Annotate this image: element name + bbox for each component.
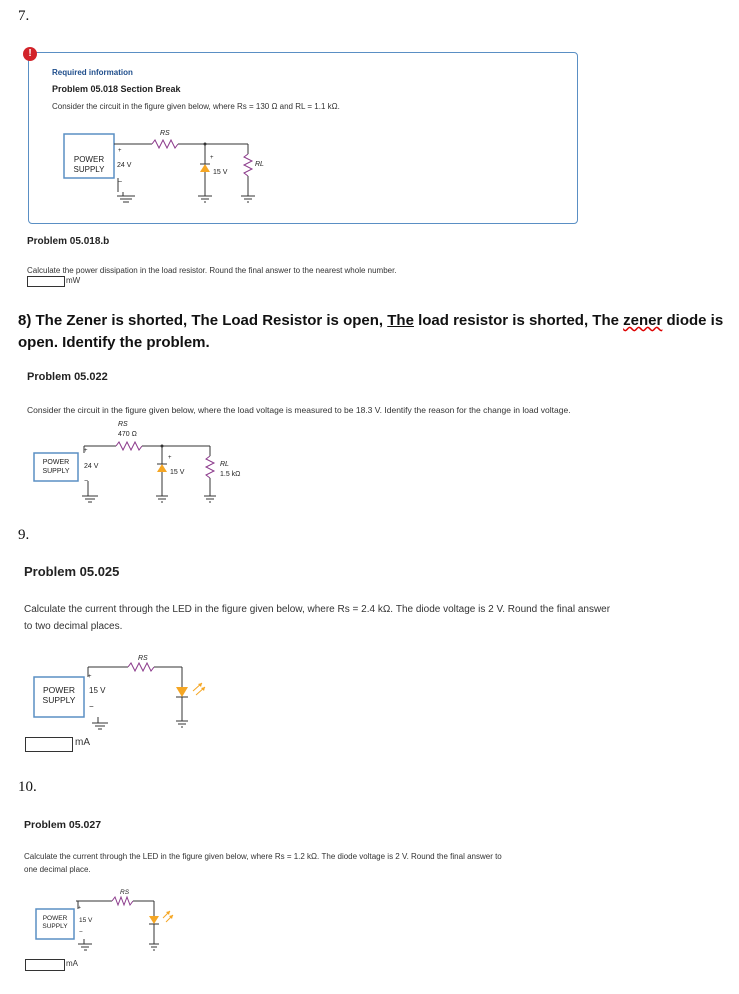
q10-description-2: one decimal place. — [24, 865, 91, 874]
q10-plus: + — [78, 905, 81, 911]
q7-ps-line2: SUPPLY — [73, 165, 105, 174]
q8-heading-e: diode is — [662, 312, 724, 329]
q7-plus: + — [118, 148, 122, 154]
q7-zener-voltage: 15 V — [213, 169, 228, 176]
q8-rs-value: 470 Ω — [118, 431, 137, 438]
q7-subtitle: Problem 05.018.b — [27, 236, 110, 247]
question-number-7: 7. — [18, 8, 30, 24]
q10-description-1: Calculate the current through the LED in the figure given below, where Rs = 1.2 kΩ. The diode voltage is 2 V. Round the final answer to — [24, 852, 502, 861]
q8-ps-line2: SUPPLY — [42, 468, 70, 475]
q8-description: Consider the circuit in the figure given below, where the load voltage is measured to be 18.3 V. Identify the reason for the change in load voltage. — [27, 405, 571, 415]
q9-description-2: to two decimal places. — [24, 621, 123, 632]
q9-rs-label: RS — [138, 655, 148, 662]
q9-circuit-diagram — [30, 645, 230, 735]
q7-circuit-diagram — [60, 124, 280, 206]
q10-unit: mA — [66, 959, 78, 968]
q8-voltage: 24 V — [84, 463, 99, 470]
question-number-9: 9. — [18, 527, 30, 543]
q7-minus: − — [118, 179, 123, 186]
alert-icon: ! — [23, 47, 37, 61]
q8-circuit-diagram — [30, 416, 260, 508]
q9-title: Problem 05.025 — [24, 564, 120, 579]
q10-ps-line2: SUPPLY — [42, 923, 68, 930]
required-info-label: Required information — [52, 68, 133, 77]
q9-plus: + — [88, 674, 92, 680]
q9-description-1: Calculate the current through the LED in the figure given below, where Rs = 2.4 kΩ. The diode voltage is 2 V. Round the final answer — [24, 604, 611, 615]
q8-title: Problem 05.022 — [27, 371, 108, 383]
question-number-10: 10. — [18, 779, 37, 795]
q8-minus: − — [84, 478, 89, 485]
q8-zener-plus: + — [168, 455, 172, 461]
q7-ps-voltage: 24 V — [117, 162, 132, 169]
q9-ps-line1: POWER — [42, 685, 76, 695]
q10-answer-input[interactable] — [25, 959, 65, 971]
q8-heading-a: 8) The Zener is shorted, The Load Resistor is open, — [18, 312, 388, 329]
q7-description: Consider the circuit in the figure given below, where Rs = 130 Ω and RL = 1.1 kΩ. — [52, 102, 340, 111]
q9-minus: − — [89, 702, 94, 711]
q8-rl-label: RL — [220, 461, 229, 468]
q10-title: Problem 05.027 — [24, 819, 102, 831]
q10-rs-label: RS — [120, 889, 130, 896]
q7-rl-label: RL — [255, 161, 264, 168]
q10-minus: − — [79, 929, 83, 936]
q9-voltage: 15 V — [89, 686, 106, 695]
q7-answer-input[interactable] — [27, 276, 65, 287]
q7-ps-line1: POWER — [73, 155, 105, 164]
q7-question: Calculate the power dissipation in the load resistor. Round the final answer to the nearest whole number. — [27, 266, 397, 275]
q10-voltage: 15 V — [79, 917, 93, 924]
q8-rl-value: 1.5 kΩ — [220, 471, 241, 478]
q8-rs-label: RS — [118, 421, 128, 428]
q9-unit: mA — [75, 737, 90, 748]
section-title: Problem 05.018 Section Break — [52, 84, 181, 94]
q8-plus: + — [84, 448, 88, 454]
q9-ps-line2: SUPPLY — [42, 695, 76, 705]
q10-ps-line1: POWER — [42, 915, 68, 922]
q8-heading — [18, 310, 733, 354]
q8-heading-b: The — [387, 312, 414, 329]
q8-heading-f: open. Identify the problem. — [18, 334, 210, 351]
q8-heading-d: zener — [623, 312, 663, 329]
q8-zener-voltage: 15 V — [170, 469, 185, 476]
q8-heading-c: load resistor is shorted, The — [413, 312, 624, 329]
q9-answer-input[interactable] — [25, 737, 73, 752]
q7-rs-label: RS — [160, 130, 170, 137]
q8-ps-line1: POWER — [42, 459, 70, 466]
q7-unit: mW — [66, 276, 81, 285]
q10-circuit-diagram — [32, 884, 202, 956]
q7-zener-plus: + — [210, 155, 214, 161]
